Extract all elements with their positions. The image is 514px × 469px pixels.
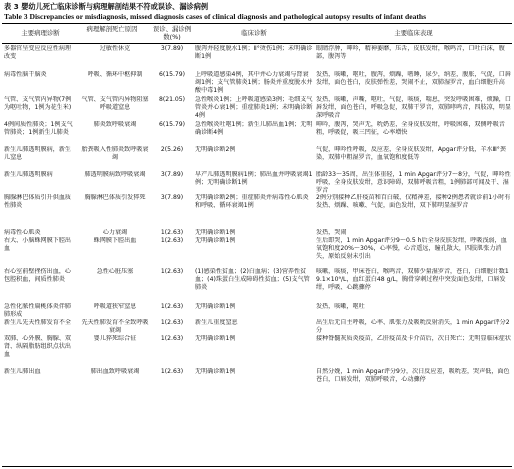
header-count: 误诊、漏诊例数(%) <box>152 25 192 41</box>
cell-pathology: 新生儿先天性肺发育不全 <box>4 319 72 326</box>
cell-pathology: 气管、支气管内异物(7例为呕吐物，1例为花生米) <box>4 96 72 112</box>
cell-clinical-diagnosis: 无明确诊断1例 <box>195 303 236 310</box>
cell-cause: 蛛网膜下腔出血 <box>93 237 137 244</box>
top-rule <box>2 23 512 24</box>
cell-cause: 气管、支气管内异物阻塞呼吸道窒息 <box>81 96 149 112</box>
cell-clinical-diagnosis: 急性喉炎吐呕1例；新生儿肺出血1例；无明确诊断4例 <box>195 121 313 137</box>
cell-clinical-manifestation: 发热，咳嗽，呕吐 <box>316 303 365 310</box>
cell-clinical-manifestation: 发热，咳嗽，呕吐，腹泻，烦躁，嗜睡，尿少，纳差，腹胀，气促，口唇发绀，面色苍白，皮肤弹性差，哭闹不止，双肺湿罗音，血白细胞升高 <box>316 71 511 87</box>
header-clinical-manifestation: 主要临床表现 <box>394 29 433 37</box>
cell-pathology: 4例间质性肺炎；1例支气管肺炎；1例新生儿肺炎 <box>4 121 73 137</box>
cell-count: 1(2.63) <box>160 303 184 310</box>
cell-count: 1(2.63) <box>160 268 184 275</box>
cell-clinical-manifestation: 接种脊髓灰质炎疫苗，乙肝疫苗及卡介苗后，次日死亡；无明显临床症状 <box>316 335 511 342</box>
cell-count: 1(2.63) <box>160 229 184 236</box>
cell-count: 1(2.63) <box>160 335 184 342</box>
cell-cause: 心力衰竭 <box>102 229 128 236</box>
cell-pathology: 急性化脓性扁桃体炎伴肺肺形成 <box>4 303 72 319</box>
cell-clinical-manifestation: 自然分娩，1 min Apgar评分9分，次日反应差，吸吮差，哭声低，面色苍白，口唇发绀，双肺呼吸音，心动骤停 <box>316 368 510 384</box>
cell-pathology: 双肺、心外膜、胸腺、双肾、纵隔脂肪组织点状出血 <box>4 335 72 359</box>
table-title-cn: 表 3 婴幼儿死亡临床诊断与病理解剖结果不符或误诊、漏诊病例 <box>4 2 209 11</box>
cell-pathology: 右心室前壁挫伤出血，心包腔积血，间质性肺炎 <box>4 268 72 284</box>
cell-clinical-diagnosis: 无明确诊断1例 <box>195 237 236 244</box>
header-clinical-diagnosis: 临床诊断 <box>241 29 267 37</box>
cell-cause: 肺出血致呼吸衰竭 <box>90 368 140 375</box>
cell-clinical-diagnosis: 新生儿重度窒息 <box>195 319 238 326</box>
cell-count: 3(7.89) <box>160 194 184 201</box>
bottom-rule <box>2 466 512 467</box>
cell-clinical-diagnosis: 无明确诊断2例 <box>195 146 236 153</box>
cell-cause: 胎粪吸入性肺炎致呼吸衰竭 <box>81 146 149 162</box>
cell-cause: 肺透明膜病致呼吸衰竭 <box>84 171 146 178</box>
cell-clinical-diagnosis: 无明确诊断2例；重症肺炎并病毒性心肌炎和呼吸、循环衰竭1例 <box>195 194 309 210</box>
cell-cause: 呼吸道狭窄窒息 <box>93 303 137 310</box>
header-rule <box>2 43 512 44</box>
cell-cause: 急性心脏压塞 <box>96 268 134 275</box>
cell-clinical-manifestation: 2例分别接种乙肝疫苗和百白破，仅精神差，接种2例患者就诊前1小时有发热、烦躁、咳嗽、气促，面色发绀，双下肺明显湿罗音 <box>316 194 511 210</box>
header-pathology: 主要病理诊断 <box>21 29 60 37</box>
cell-cause: 过敏性休克 <box>99 45 131 52</box>
cell-clinical-diagnosis: 无明确诊断1例 <box>195 229 236 236</box>
cell-cause: 呼吸、循环中枢抑制 <box>87 71 143 78</box>
cell-cause: 胸腺淋巴体质引发猝死 <box>84 194 146 201</box>
cell-clinical-manifestation: 咳嗽，咳痰，甲床苍白，喉鸣音，双肺少量湿罗音，苍白，白细胞计数19.1×10⁹/L，血红蛋白48 g/L，胸骨穿刺过程中突发面色发绀，口唇发绀，呼吸、心跳骤停 <box>316 268 509 292</box>
cell-clinical-manifestation: 发热，哭闹 <box>316 229 347 236</box>
cell-count: 3(7.89) <box>160 171 184 178</box>
cell-pathology: 胸腺淋巴体质引升供血质性肺炎 <box>4 194 72 210</box>
cell-pathology: 多器官呈变应反应性病理改变 <box>4 45 72 61</box>
cell-pathology: 病毒性心肌炎 <box>4 229 41 236</box>
cell-pathology: 新生儿肺出血 <box>4 368 41 375</box>
cell-count: 6(15.79) <box>158 121 186 128</box>
cell-clinical-diagnosis: 无明确诊断1例 <box>195 335 236 342</box>
cell-count: 1(2.63) <box>160 368 184 375</box>
cell-count: 1(2.63) <box>160 237 184 244</box>
cell-count: 8(21.05) <box>158 96 186 103</box>
cell-count: 3(7.89) <box>160 45 184 52</box>
cell-count: 6(15.79) <box>158 71 186 78</box>
cell-clinical-diagnosis: 早产儿肺透明膜病1例；肺出血并呼吸衰竭1例；无明确诊断1例 <box>195 171 313 187</box>
cell-pathology: 新生儿肺透明膜病，新生儿窒息 <box>4 146 72 162</box>
cell-clinical-manifestation: 气促，呻吟性呼吸，反应差，全身皮肤发绀，Apgar评分低，羊水Ⅲ°粪染，双肺中粗湿罗音，血氧饱和度低等 <box>316 146 506 162</box>
cell-cause: 先天性肺发育不全致呼吸衰竭 <box>81 319 149 335</box>
cell-clinical-manifestation: 生后即哭，1 min Apgar评分9～0.5 h后全身皮肤发绀，呼吸浅弱，血氧饱和度20%～30%，心率慢，心音遥远，瞳孔散大，四肢肌张力消失，原始反射未引出 <box>316 237 507 261</box>
cell-clinical-diagnosis: 腹泻并轻度脱水1例；Ⅱ°烫伤1例；未明确诊断1例 <box>195 45 313 61</box>
cell-clinical-manifestation: 发热，咳嗽，声嘶，呕吐，气促，咳痰，喘息，突发呼吸困难，烦躁，口唇发绀，面色苍白，呼吸急促，双肺干罗音，双肺哮鸣音，四肢凉，明显深呼吸音 <box>316 96 511 120</box>
cell-clinical-manifestation: 胎龄33～35周，出生体重轻，1 min Apgar评分7～8分，气促，呻吟性呼吸，全身皮肤发绀，意识障碍，双肺呼吸音粗，1例肺部可闻及干、湿罗音 <box>316 171 511 194</box>
cell-pathology: 病毒性脑干脑炎 <box>4 71 47 78</box>
cell-clinical-manifestation: 出生后无自主呼吸，心率、肌张力及吸吮反射消失，1 min Apgar评分2分 <box>316 319 510 335</box>
cell-pathology: 右大、小脑蛛网膜下腔出血 <box>4 237 72 253</box>
cell-count: 2(5.26) <box>160 146 184 153</box>
cell-cause: 婴儿猝死综合征 <box>93 335 137 342</box>
cell-count: 1(2.63) <box>160 319 184 326</box>
cell-pathology: 新生儿肺透明膜病 <box>4 171 53 178</box>
cell-clinical-diagnosis: 上呼吸道感染4例，其中并心力衰竭与肾衰竭1例；支气管肺炎1例；肠炎并重度脱水并酸中毒1例 <box>195 71 313 95</box>
cell-cause: 肺炎致呼吸衰竭 <box>93 121 137 128</box>
cell-clinical-diagnosis: 急性喉炎1例；上呼吸道感染3例；毛细支气管炎并心衰1例；重症肺炎1例；未明确诊断4例 <box>195 96 313 120</box>
cell-clinical-diagnosis: (1)感染性贫血；(2)白血病；(3)营养性贫血；(4)珠蛋白生成障碍性贫血；(5)支气管肺炎 <box>195 268 310 292</box>
cell-clinical-manifestation: 呻吟，腹泻，哭声无，吮奶差，全身皮肤发绀，呼吸困难，双侧呼吸音粗，呼吸促，吸三凹征，心率增快 <box>316 121 505 137</box>
cell-clinical-diagnosis: 无明确诊断1例 <box>195 368 236 375</box>
header-cause: 病理解剖死亡原因 <box>86 25 138 33</box>
cell-clinical-manifestation: 眼睛浮肿，呻吟，精神萎靡，压舌，皮肤发绀，喉鸣音，口吐白沫，腹部，腹泻等 <box>316 45 505 61</box>
table-title-en: Table 3 Discrepancies or misdiagnosis, missed diagnosis cases of clinical diagnosis and pathological autopsy results of infant deaths <box>4 12 427 21</box>
